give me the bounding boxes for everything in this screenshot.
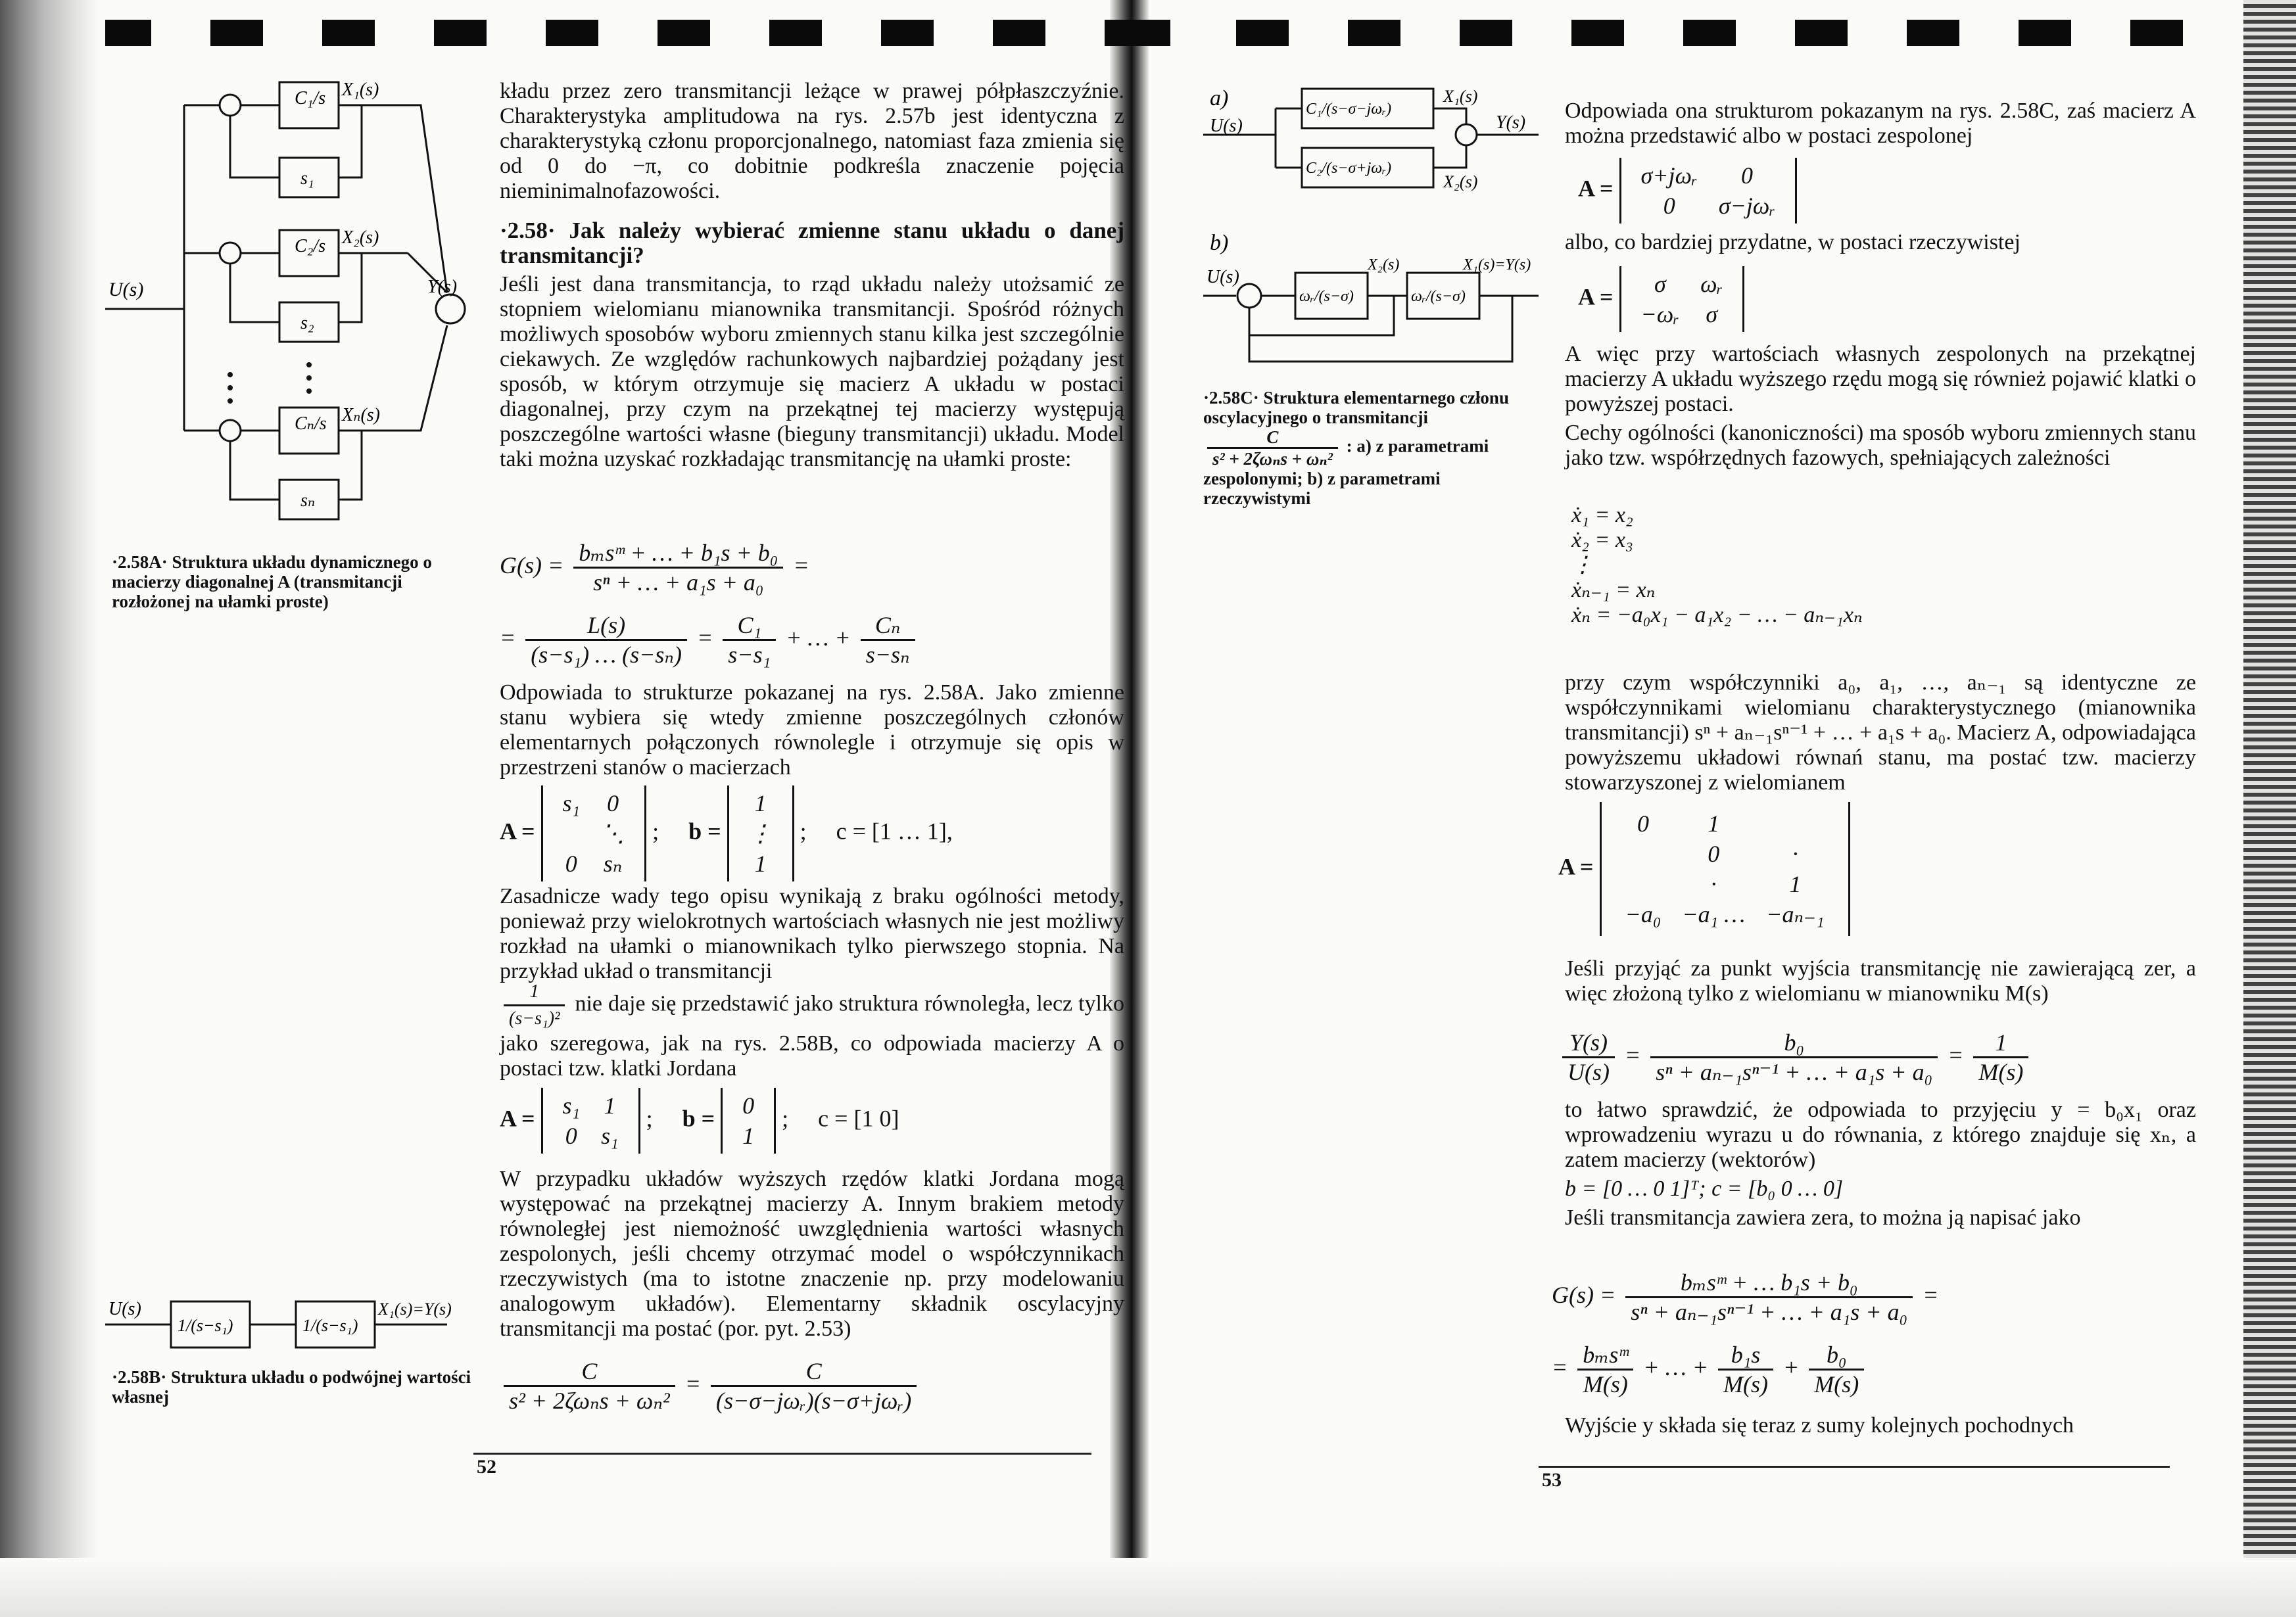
yu-mid-num: b₀ [1650, 1029, 1938, 1058]
section-heading-2-58: ·2.58· Jak należy wybierać zmienne stanu układu o danej transmitancji? [500, 218, 1124, 268]
split-t3-den: M(s) [1814, 1371, 1859, 1397]
jordan-b-label: b = [682, 1105, 715, 1132]
right-paragraph-5-block [1565, 670, 2196, 799]
vectors-b-c: b = [0 … 0 1]ᵀ; c = [b₀ 0 … 0] [1565, 1177, 1844, 1201]
mat-b-label: b = [688, 818, 721, 845]
equation-yu: $\frac{Y(s)}{U(s)}$ = $\frac{\text{b₀}}{\text{sⁿ + aₙ₋₁sⁿ⁻¹ + … + a₁s + a₀}}$ = $\frac{1}{M(s)}$ [1558, 1029, 2032, 1086]
real-a-cell-1-0: −ωᵣ [1640, 301, 1680, 327]
mat-a-label: A = [500, 818, 535, 845]
footer-rule-left [473, 1453, 1091, 1455]
companion-matrix-a [1558, 802, 1850, 936]
complex-a-cell-1-1: σ−jωᵣ [1718, 193, 1776, 219]
block-b-second: 1/(s−s₁) [302, 1316, 358, 1335]
figure-2-58c-diagram [1203, 72, 1558, 381]
osc-num-2: C [711, 1357, 917, 1387]
right-paragraph-2: albo, co bardziej przydatne, w postaci rzeczywistej [1565, 230, 2021, 254]
companion-a-cell-1-2: · [1792, 841, 1798, 867]
right-paragraph-9-block [1565, 1413, 2196, 1442]
state-equation-2: ⋮ [1571, 553, 1594, 577]
companion-a-cell-1-0 [1615, 839, 1672, 869]
complex-a-cell-0-0: σ+jωᵣ [1640, 162, 1698, 189]
eq-l-den: (s−s₁) … (s−sₙ) [531, 642, 682, 668]
block-c1s: C₁/s [295, 88, 326, 108]
figure-2-58b-diagram [105, 1288, 473, 1361]
real-a-label: A = [1578, 283, 1614, 310]
block-cns: Cₙ/s [295, 413, 327, 434]
right-paragraph-2-block [1565, 230, 2196, 259]
label-x1: X₁(s) [342, 80, 379, 100]
real-a-cell-1-1: σ [1706, 301, 1718, 327]
companion-a-cell-2-1: · [1710, 871, 1717, 897]
caption-2-58c-text: ·2.58C· Struktura elementarnego członu oscylacyjnego o transmitancji [1203, 388, 1509, 427]
g-right-den: sⁿ + aₙ₋₁sⁿ⁻¹ + … + a₁s + a₀ [1631, 1299, 1908, 1325]
diagonal-matrices: A = s₁ 0 ⋱ 0 sₙ ; b = 1 ⋮ 1 ; c = [1 … 1], [500, 785, 1124, 881]
eq-g-lhs: G(s) = [500, 551, 564, 578]
caption-figure-2-58a: ·2.58A· Struktura układu dynamicznego o macierzy diagonalnej A (transmitancji rozłożonej na ułamki proste) [112, 552, 432, 611]
split-t2-num: b₁s [1718, 1341, 1773, 1371]
label-c-x2b: X₂(s) [1368, 256, 1400, 273]
yu-lhs-num: Y(s) [1562, 1029, 1615, 1058]
caption-2-58c-tail: : a) z parametrami zespolonymi; b) z parametrami rzeczywistymi [1203, 436, 1489, 508]
companion-a-cell-3-0: −a₀ [1625, 901, 1662, 927]
scan-left-edge [0, 0, 99, 1617]
block-c-top: C₁/(s−σ−jωᵣ) [1306, 101, 1392, 118]
state-equation-4: ẋₙ = −a₀x₁ − a₁x₂ − … − aₙ₋₁xₙ [1571, 603, 1863, 627]
osc-den-2: (s−σ−jωᵣ)(s−σ+jωᵣ) [716, 1388, 912, 1414]
left-text-column [500, 79, 1124, 476]
split-t2-den: M(s) [1723, 1371, 1768, 1397]
complex-matrix-a [1578, 158, 1797, 223]
companion-a-cell-3-1: −a₁ … [1682, 901, 1746, 927]
yu-lhs-den: U(s) [1567, 1059, 1610, 1085]
scan-right-edge [2243, 0, 2296, 1617]
right-paragraph-8: Jeśli transmitancja zawiera zera, to można ją napisać jako [1565, 1206, 2081, 1230]
yu-rhs-num: 1 [1973, 1029, 2028, 1058]
label-c-x1: X₁(s) [1443, 87, 1478, 106]
complex-a-label: A = [1578, 175, 1614, 202]
block-s1: s₁ [300, 168, 314, 189]
companion-a-cell-0-0: 0 [1637, 810, 1649, 837]
figure-2-58a-diagram [105, 66, 473, 539]
diagram-b-u-label: U(s) [108, 1299, 141, 1319]
right-paragraph-7-block [1565, 1098, 2196, 1234]
equation-g-of-s: G(s) = $\frac{\text{bₘsᵐ + … + b₁s + b₀}}{\text{sⁿ + … + a₁s + a₀}}$ = [500, 540, 809, 596]
jordan-c-row: c = [1 0] [818, 1105, 899, 1132]
right-paragraph-1: Odpowiada ona strukturom pokazanym na rys. 2.58C, zaś macierz A można przedstawić albo w postaci zespolonej [1565, 99, 2196, 148]
footer-rule-right [1539, 1466, 2170, 1468]
paragraph-3-block [500, 884, 1124, 988]
right-paragraph-3-block [1565, 342, 2196, 475]
companion-a-cell-0-1: 1 [1708, 810, 1720, 837]
block-wr-first: ωᵣ/(s−σ) [1299, 288, 1354, 305]
g-right-num: bₘsᵐ + … b₁s + b₀ [1625, 1269, 1913, 1298]
eq-g-den: sⁿ + … + a₁s + a₀ [593, 569, 764, 596]
paragraph-top: kładu przez zero transmitancji leżące w prawej półpłaszczyźnie. Charakterystyka amplitudowa na rys. 2.57b jest identyczna z charakterystyką członu proporcjonalnego, natomiast faza zmienia się od 0 do −π, co dobitnie podkreśla znaczenie pojęcia nieminimalnofazowości. [500, 79, 1124, 203]
split-t3-num: b₀ [1809, 1341, 1864, 1371]
diagram-c-b-label: b) [1210, 231, 1229, 255]
osc-den-1: s² + 2ζωₙs + ωₙ² [509, 1388, 670, 1414]
companion-a-cell-2-2: 1 [1789, 871, 1802, 897]
equation-oscillatory: $\frac{C}{\text{s² + 2ζωₙs + ωₙ²}}$ = $\frac{C}{\text{(s−σ−jωᵣ)(s−σ+jωᵣ)}}$ [500, 1357, 1124, 1415]
equation-g-right: G(s) = $\frac{\text{bₘsᵐ + … b₁s + b₀}}{\text{sⁿ + aₙ₋₁sⁿ⁻¹ + … + a₁s + a₀}}$ = [1552, 1269, 1939, 1325]
caption-figure-2-58b: ·2.58B· Struktura układu o podwójnej wartości własnej [112, 1367, 471, 1407]
equation-g-right-split: = $\frac{\text{bₘsᵐ}}{M(s)}$ + … + $\frac{\text{b₁s}}{M(s)}$ + $\frac{\text{b₀}}{M(s)}$ [1552, 1341, 1868, 1398]
page-number-53: 53 [1542, 1469, 1562, 1491]
eq-cn-den: s−sₙ [865, 642, 910, 668]
mat-c-row: c = [1 … 1] [836, 818, 947, 845]
label-b-output: X₁(s)=Y(s) [378, 1300, 452, 1319]
right-text-column [1565, 99, 2196, 152]
diagram-y-label: Y(s) [427, 277, 458, 297]
block-b-first: 1/(s−s₁) [178, 1316, 233, 1335]
diagram-c-y-label: Y(s) [1496, 112, 1526, 133]
label-c-x1y: X₁(s)=Y(s) [1463, 256, 1531, 273]
block-sn: sₙ [300, 490, 316, 511]
yu-rhs-den: M(s) [1978, 1059, 2024, 1085]
right-paragraph-7: to łatwo sprawdzić, że odpowiada to przyjęciu y = b₀x₁ oraz wprowadzeniu wyrazu u do równania, z którego znajduje się xₙ, a zatem macierzy (wektorów) [1565, 1098, 2196, 1172]
jordan-frac-den: (s−s₁)² [509, 1008, 560, 1029]
paragraph-2: Odpowiada to strukturze pokazanej na rys. 2.58A. Jako zmienne stanu wybiera się wtedy zmienne poszczególnych członów elementarnych połączonych równolegle i otrzymuje się opis w przestrzeni stanów o macierzach [500, 680, 1124, 780]
diagram-u-label: U(s) [108, 279, 144, 300]
right-paragraph-3: A więc przy wartościach własnych zespolonych na przekątnej macierzy A układu wyższego rzędu mogą się również pojawić klatki o powyższej postaci. [1565, 342, 2196, 416]
companion-a-cell-2-0 [1615, 869, 1672, 899]
jordan-matrices: A = s₁ 1 0 s₁ ; b = 0 1 ; c = [1 0] [500, 1088, 1124, 1154]
eq-c1-den: s−s₁ [728, 642, 771, 668]
eq-cn-num: Cₙ [861, 611, 915, 641]
right-paragraph-6: Jeśli przyjąć za punkt wyjścia transmitancję nie zawierającą zer, a więc złożoną tylko z wielomianu w mianowniku M(s) [1565, 956, 2196, 1006]
state-equation-1: ẋ₂ = x₃ [1571, 528, 1633, 552]
right-paragraph-6-block [1565, 956, 2196, 1010]
state-equation-0: ẋ₁ = x₂ [1571, 503, 1633, 527]
companion-a-cell-3-2: −aₙ₋₁ [1766, 901, 1825, 927]
block-wr-second: ωᵣ/(s−σ) [1411, 288, 1466, 305]
caption-figure-2-58c [1203, 388, 1545, 508]
block-s2: s₂ [300, 313, 314, 333]
right-paragraph-9: Wyjście y składa się teraz z sumy kolejnych pochodnych [1565, 1413, 2074, 1438]
paragraph-3: Zasadnicze wady tego opisu wynikają z braku ogólności metody, ponieważ przy wielokrotnych wartościach własnych nie jest możliwy rozkład na ułamki o mianownikach tylko pierwszego stopnia. Na przykład układ o transmitancji [500, 884, 1124, 983]
yu-mid-den: sⁿ + aₙ₋₁sⁿ⁻¹ + … + a₁s + a₀ [1656, 1059, 1933, 1085]
complex-a-cell-0-1: 0 [1741, 162, 1754, 189]
label-x2: X₂(s) [342, 227, 379, 248]
real-matrix-a [1578, 266, 1744, 332]
state-equation-3: ẋₙ₋₁ = xₙ [1571, 578, 1656, 602]
real-a-cell-0-0: σ [1654, 271, 1666, 297]
jordan-frac-num: 1 [504, 979, 565, 1006]
paragraph-4-block [500, 1167, 1124, 1346]
paragraph-4: W przypadku układów wyższych rzędów klatki Jordana mogą występować na przekątnej macierzy A. Innym brakiem metody równoległej jest niemożność uwzględnienia wartości własnych zespolonych, jeśli chcemy otrzymać model o współczynnikach rzeczywistych (ma to istotne znaczenie np. przy modelowaniu analogowym układów). Elementarny składnik oscylacyjny transmitancji ma postać (por. pyt. 2.53) [500, 1167, 1124, 1341]
g-right-lhs: G(s) = [1552, 1281, 1616, 1308]
label-c-x2: X₂(s) [1443, 172, 1478, 191]
scan-bottom-band [0, 1558, 2296, 1617]
label-xn: Xₙ(s) [342, 405, 380, 425]
diagram-c-u-label-a: U(s) [1210, 116, 1243, 136]
eq-l-num: L(s) [525, 611, 687, 641]
companion-a-cell-0-2 [1756, 808, 1834, 839]
paragraph-3b: nie daje się przedstawić jako struktura równoległa, lecz tylko jako szeregowa, jak na rys. 2.58B, co odpowiada macierzy A o postaci tzw. klatki Jordana [500, 991, 1124, 1081]
state-equations [1571, 503, 2203, 628]
real-a-cell-0-1: ωᵣ [1700, 271, 1723, 297]
osc-num-1: C [504, 1357, 675, 1387]
paragraph-1: Jeśli jest dana transmitancja, to rząd układu należy utożsamić ze stopniem wielomianu mianownika transmitancji. Spośród różnych możliwych sposobów wyboru zmiennych stanu kilka jest szczególnie ciekawych. Ze względów rachunkowych najbardziej pożądany jest sposób, w którym otrzymuje się macierz A układu w postaci diagonalnej, przy czym na przekątnej tej macierzy występują poszczególne wartości własne (bieguny transmitancji) układu. Model taki można uzyskać rozkładając transmitancję na ułamki proste: [500, 272, 1124, 471]
eq-c1-num: C₁ [723, 611, 776, 641]
companion-a-label: A = [1558, 853, 1594, 880]
jordan-a-label: A = [500, 1105, 535, 1132]
page-number-52: 52 [477, 1456, 496, 1478]
paragraph-2-block [500, 680, 1124, 784]
right-paragraph-4: Cechy ogólności (kanoniczności) ma sposób wyboru zmiennych stanu jako tzw. współrzędnych fazowych, spełniających zależności [1565, 421, 2196, 470]
companion-a-cell-1-1: 0 [1708, 841, 1720, 867]
caption-frac-num: C [1207, 427, 1338, 449]
complex-a-cell-1-0: 0 [1663, 193, 1675, 219]
diagram-c-u-label-b: U(s) [1207, 267, 1239, 287]
equation-partial-fractions: = $\frac{L(s)}{\text{(s−s₁) … (s−sₙ)}}$ = $\frac{\text{C₁}}{\text{s−s₁}}$ + … + $\frac{\text{Cₙ}}{\text{s−sₙ}}$ [500, 611, 1124, 668]
eq-g-num: bₘsᵐ + … + b₁s + b₀ [573, 539, 783, 569]
right-paragraph-5: przy czym współczynniki a₀, a₁, …, aₙ₋₁ są identyczne ze współczynnikami wielomianu charakterystycznego (mianownika transmitancji) sⁿ + aₙ₋₁sⁿ⁻¹ + … + a₁s + a₀. Macierz A, odpowiadająca powyższemu układowi równań stanu, ma postać tzw. macierzy stowarzyszonej z wielomianem [1565, 670, 2196, 795]
split-t1-den: M(s) [1583, 1371, 1628, 1397]
block-c2s: C₂/s [295, 236, 326, 256]
block-c-bottom: C₂/(s−σ+jωᵣ) [1306, 160, 1392, 177]
diagram-c-a-label: a) [1210, 86, 1229, 110]
caption-frac-den: s² + 2ζωₙs + ωₙ² [1212, 449, 1333, 469]
paragraph-3b-block [500, 979, 1124, 1081]
split-t1-num: bₘsᵐ [1577, 1341, 1633, 1371]
